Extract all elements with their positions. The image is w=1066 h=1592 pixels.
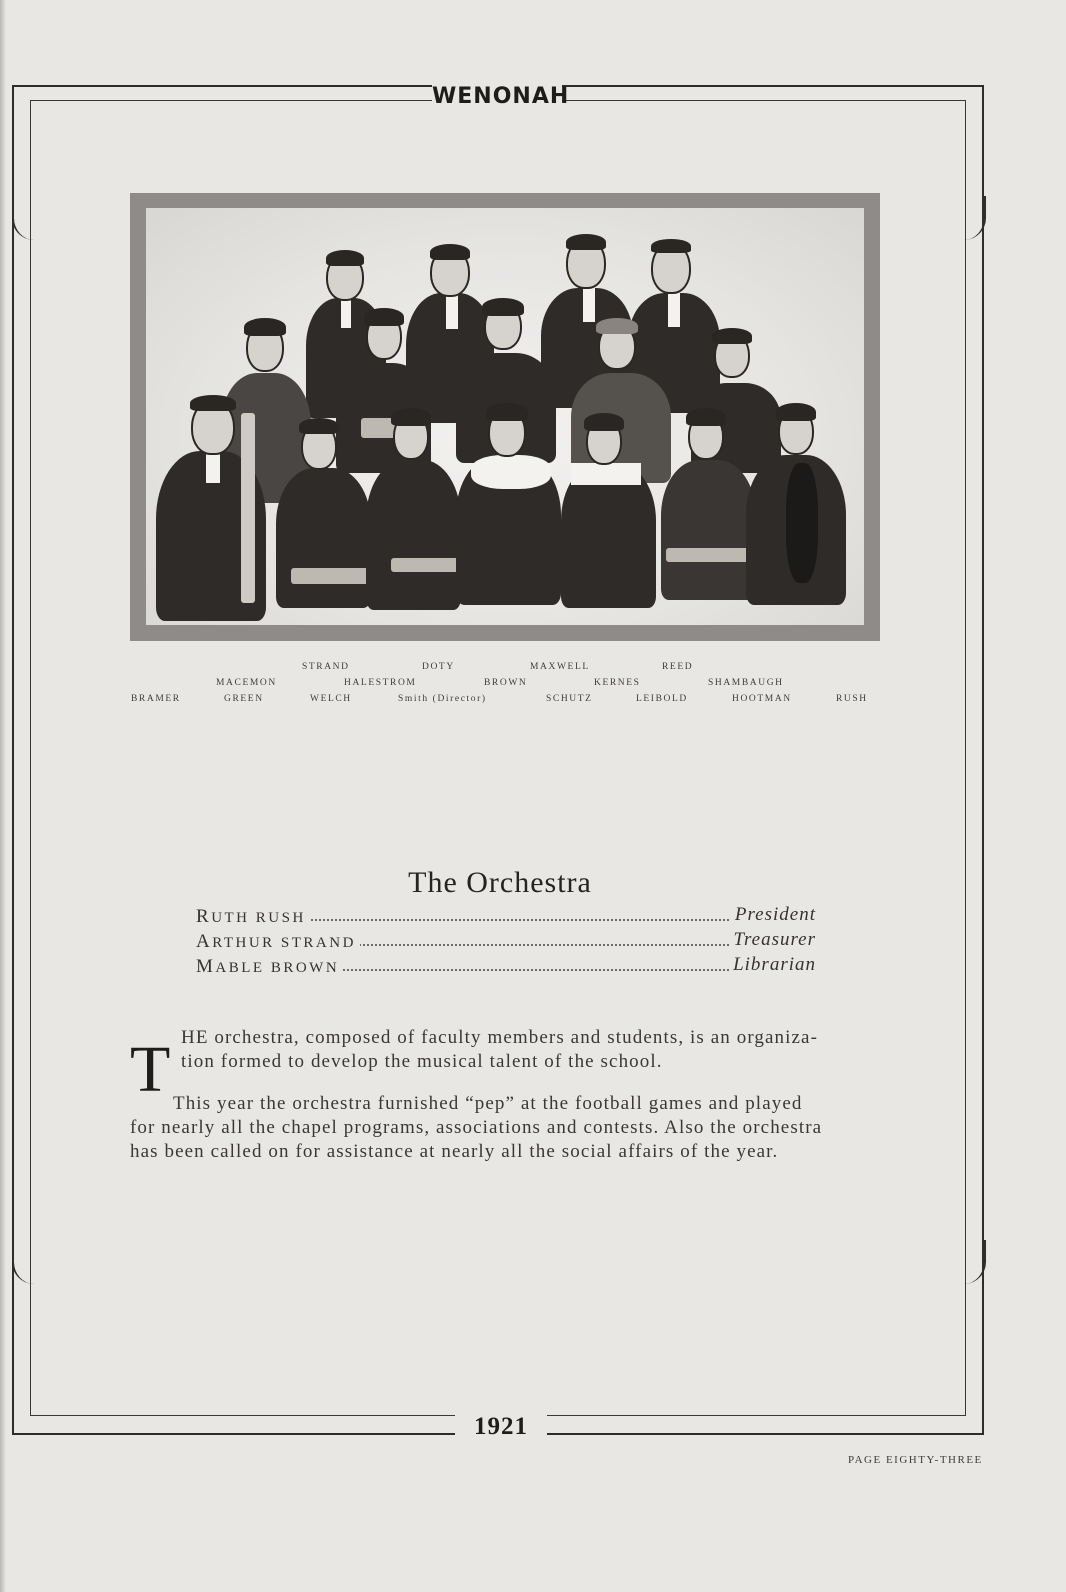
officer-role: President bbox=[731, 904, 816, 926]
caption-name: DOTY bbox=[422, 662, 455, 672]
orchestra-group-photo bbox=[146, 208, 864, 625]
caption-name: HOOTMAN bbox=[732, 694, 792, 704]
drop-cap: T bbox=[130, 1033, 171, 1106]
caption-name: BROWN bbox=[484, 678, 528, 688]
photo-mat bbox=[130, 193, 880, 641]
page-number: PAGE EIGHTY-THREE bbox=[848, 1454, 983, 1466]
paragraph-line: tion formed to develop the musical talent of the school. bbox=[181, 1051, 663, 1072]
caption-name: RUSH bbox=[836, 694, 868, 704]
caption-name: Smith (Director) bbox=[398, 694, 487, 704]
caption-name: SCHUTZ bbox=[546, 694, 593, 704]
yearbook-footer-year: 1921 bbox=[455, 1412, 547, 1442]
caption-name: SHAMBAUGH bbox=[708, 678, 784, 688]
caption-name: BRAMER bbox=[131, 694, 181, 704]
page-edge-shadow bbox=[0, 0, 6, 1592]
officer-row bbox=[196, 956, 816, 980]
officer-role: Treasurer bbox=[729, 929, 816, 951]
officer-role: Librarian bbox=[729, 954, 816, 976]
officer-name: ARTHUR STRAND bbox=[196, 931, 360, 953]
officer-name: MABLE BROWN bbox=[196, 956, 343, 978]
officer-row bbox=[196, 931, 816, 955]
caption-name: STRAND bbox=[302, 662, 350, 672]
paragraph-line: This year the orchestra furnished “pep” at the football games and played bbox=[173, 1093, 803, 1114]
caption-name: WELCH bbox=[310, 694, 352, 704]
caption-name: HALESTROM bbox=[344, 678, 417, 688]
officer-row bbox=[196, 906, 816, 930]
section-title: The Orchestra bbox=[408, 866, 592, 899]
caption-name: KERNES bbox=[594, 678, 641, 688]
paragraph-line: HE orchestra, composed of faculty members and students, is an organiza- bbox=[181, 1027, 819, 1048]
paragraph-line: has been called on for assistance at nearly all the social affairs of the year. bbox=[130, 1141, 779, 1162]
yearbook-header-title: WENONAH bbox=[432, 82, 562, 112]
caption-name: MAXWELL bbox=[530, 662, 590, 672]
caption-name: LEIBOLD bbox=[636, 694, 688, 704]
caption-name: REED bbox=[662, 662, 694, 672]
paragraph-line: for nearly all the chapel programs, associations and contests. Also the orchestra bbox=[130, 1117, 823, 1138]
caption-name: GREEN bbox=[224, 694, 264, 704]
officer-name: RUTH RUSH bbox=[196, 906, 310, 928]
caption-name: MACEMON bbox=[216, 678, 277, 688]
